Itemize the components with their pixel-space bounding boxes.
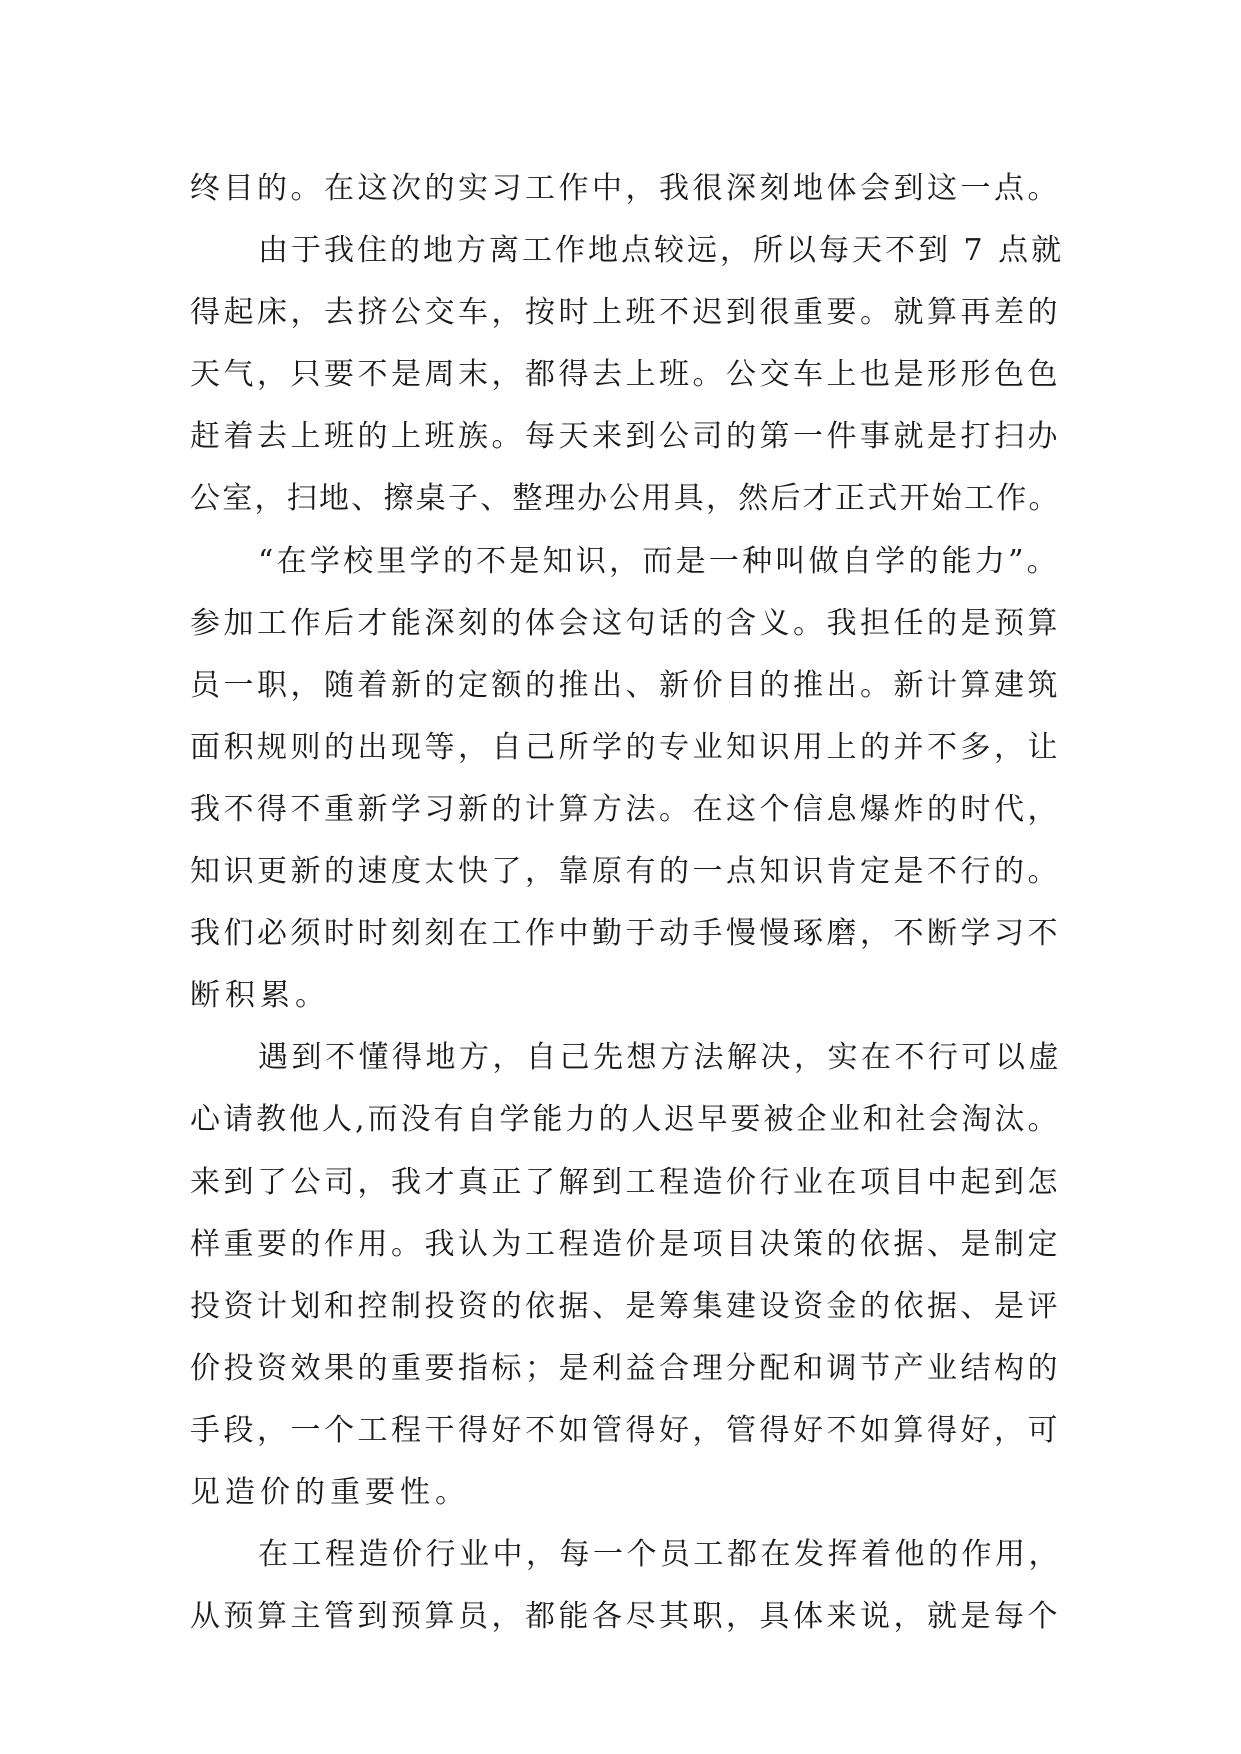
text-line: 见造价的重要性。 <box>190 1474 470 1510</box>
text-line: 从预算主管到预算员，都能各尽其职，具体来说，就是每个 <box>190 1599 1061 1635</box>
paragraph-first-line: 遇到不懂得地方，自己先想方法解决，实在不行可以虚 <box>258 1040 1062 1076</box>
text-line: 我们必须时时刻刻在工作中勤于动手慢慢琢磨，不断学习不 <box>190 916 1061 952</box>
text-line: 公室，扫地、擦桌子、整理办公用具，然后才正式开始工作。 <box>190 481 1061 517</box>
text-line: 面积规则的出现等，自己所学的专业知识用上的并不多，让 <box>190 729 1061 765</box>
text-line: 参加工作后才能深刻的体会这句话的含义。我担任的是预算 <box>190 605 1061 641</box>
text-line: 天气，只要不是周末，都得去上班。公交车上也是形形色色 <box>190 357 1061 393</box>
text-line: 心请教他人,而没有自学能力的人迟早要被企业和社会淘汰。 <box>190 1102 1061 1138</box>
text-line: 来到了公司，我才真正了解到工程造价行业在项目中起到怎 <box>190 1164 1061 1200</box>
text-line: 终目的。在这次的实习工作中，我很深刻地体会到这一点。 <box>190 171 1061 206</box>
text-line: 赶着去上班的上班族。每天来到公司的第一件事就是打扫办 <box>190 419 1061 455</box>
text-line: 断积累。 <box>190 978 330 1014</box>
paragraph-first-line: “在学校里学的不是知识，而是一种叫做自学的能力”。 <box>258 543 1060 579</box>
text-line: 价投资效果的重要指标；是利益合理分配和调节产业结构的 <box>190 1350 1061 1386</box>
text-line: 知识更新的速度太快了，靠原有的一点知识肯定是不行的。 <box>190 854 1061 890</box>
document-body <box>190 158 1065 1648</box>
text-line: 投资计划和控制投资的依据、是筹集建设资金的依据、是评 <box>190 1288 1061 1324</box>
paragraph-first-line: 在工程造价行业中，每一个员工都在发挥着他的作用， <box>258 1537 1062 1573</box>
text-line: 我不得不重新学习新的计算方法。在这个信息爆炸的时代， <box>190 791 1061 827</box>
text-line: 得起床，去挤公交车，按时上班不迟到很重要。就算再差的 <box>190 295 1061 331</box>
text-line: 样重要的作用。我认为工程造价是项目决策的依据、是制定 <box>190 1226 1061 1262</box>
text-line: 手段，一个工程干得好不如管得好，管得好不如算得好，可 <box>190 1412 1061 1448</box>
paragraph-first-line: 由于我住的地方离工作地点较远，所以每天不到 7 点就 <box>258 233 1065 269</box>
text-line: 员一职，随着新的定额的推出、新价目的推出。新计算建筑 <box>190 667 1061 703</box>
